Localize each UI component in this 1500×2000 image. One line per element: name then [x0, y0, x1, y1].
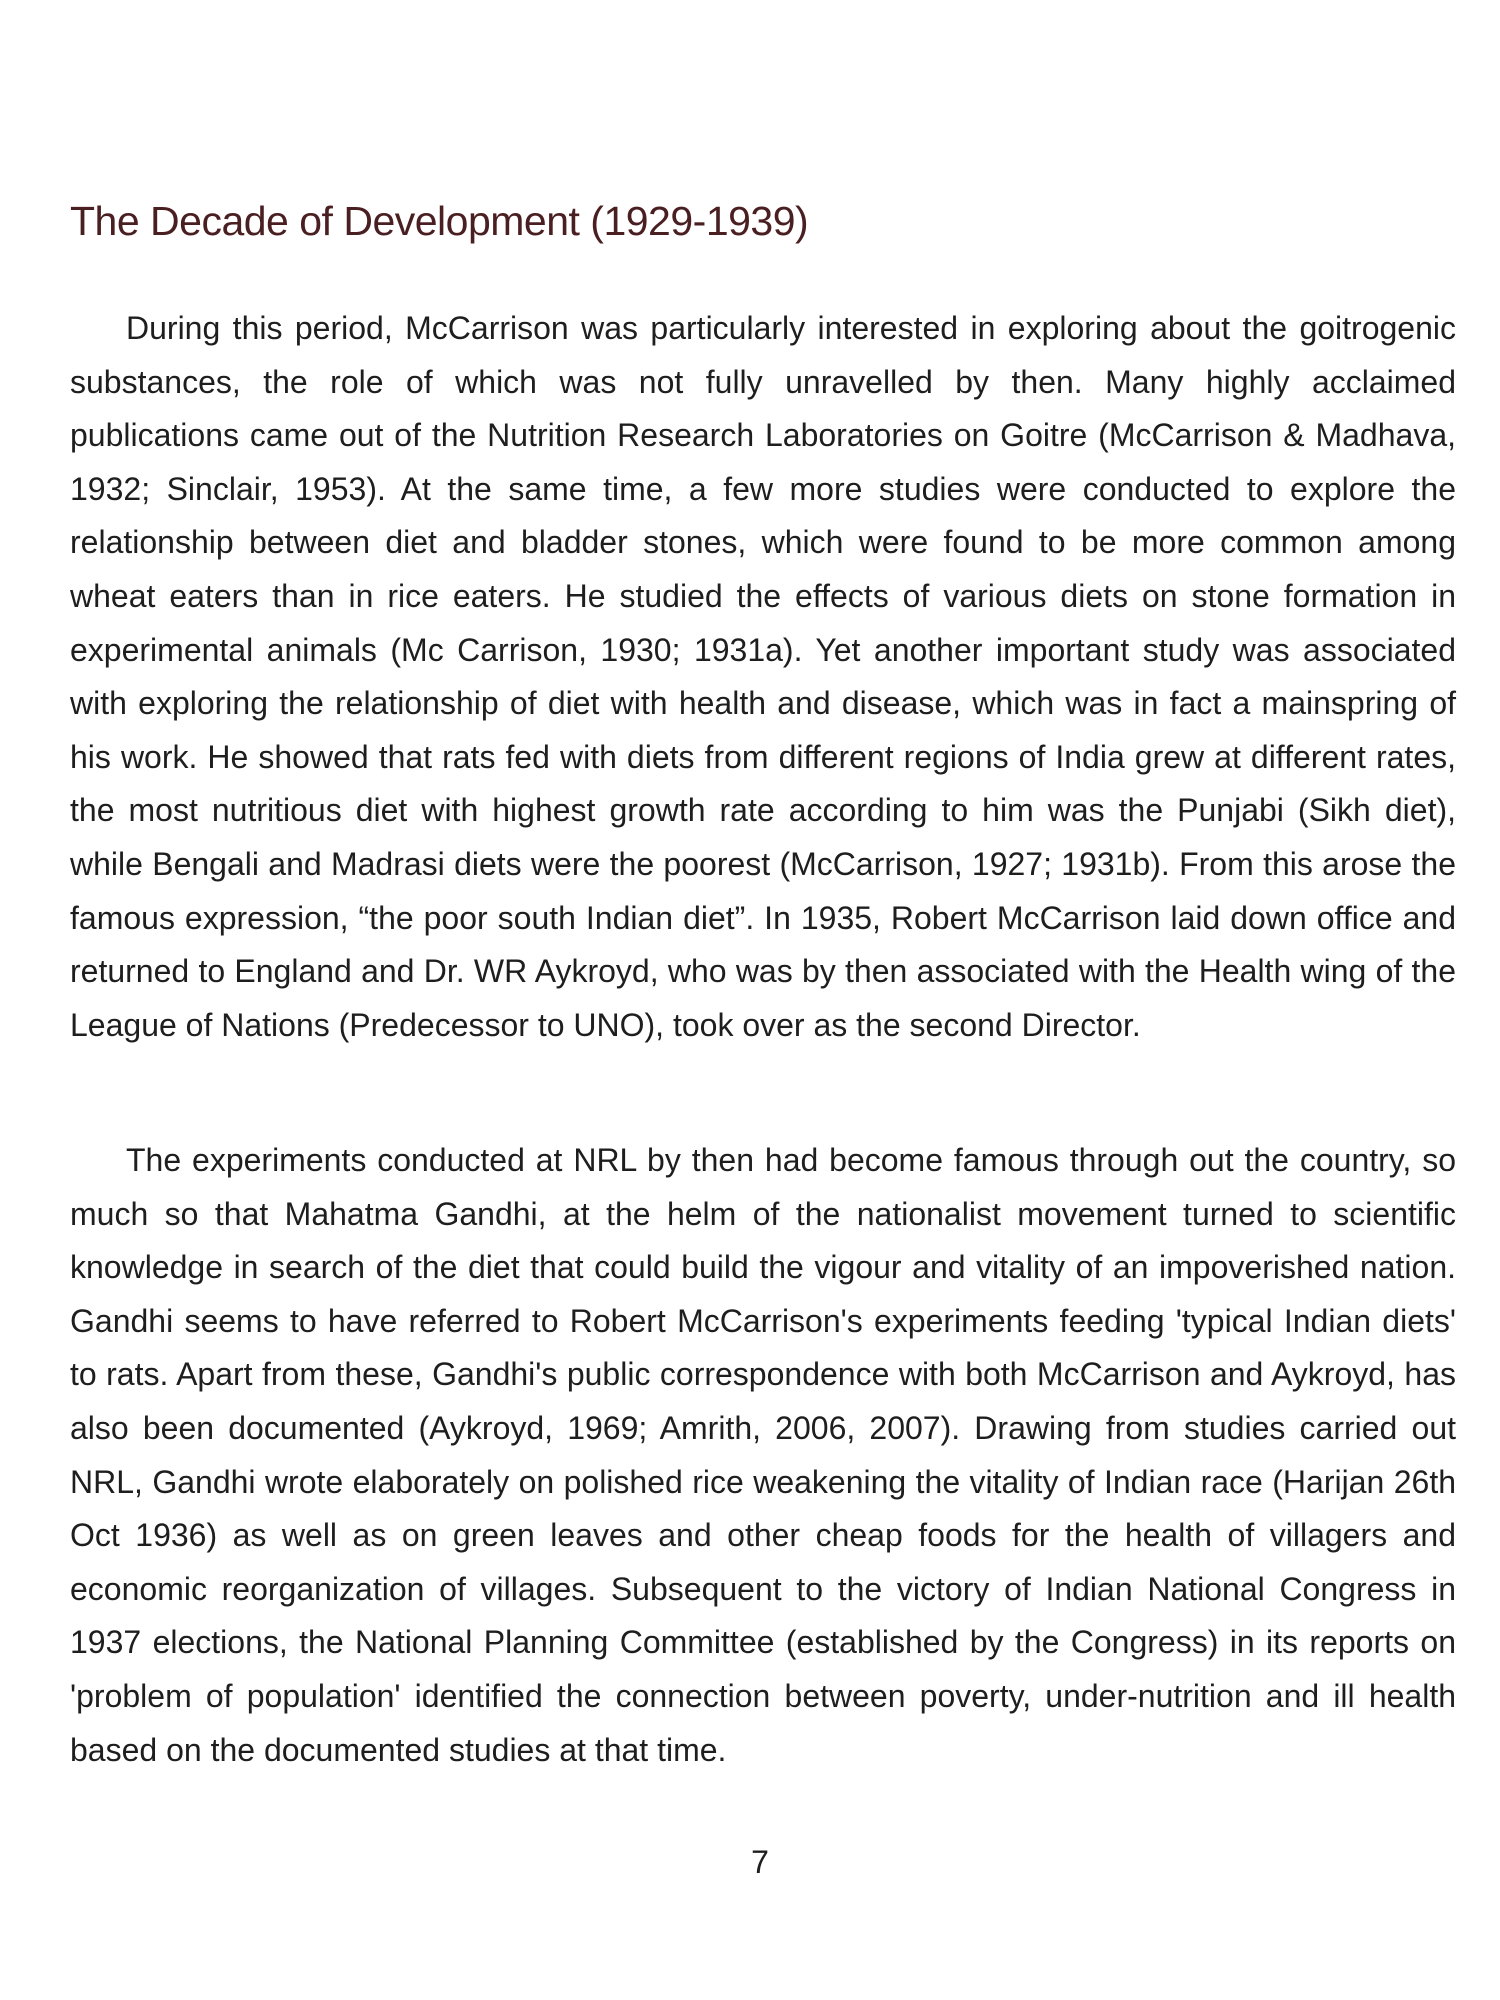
- paragraph-1: During this period, McCarrison was particularly interested in exploring about the goitrogenic substances, the role of which was not fully unravelled by then. Many highly acclaimed publications came out of the Nutrition Research Laboratories on Goitre (McCarrison & Madhava, 1932; Sinclair, 1953). At the same time, a few more studies were conducted to explore the relationship between diet and bladder stones, which were found to be more common among wheat eaters than in rice eaters. He studied the effects of various diets on stone formation in experimental animals (Mc Carrison, 1930; 1931a). Yet another important study was associated with exploring the relationship of diet with health and disease, which was in fact a mainspring of his work. He showed that rats fed with diets from different regions of India grew at different rates, the most nutritious diet with highest growth rate according to him was the Punjabi (Sikh diet), while Bengali and Madrasi diets were the poorest (McCarrison, 1927; 1931b). From this arose the famous expression, “the poor south Indian diet”. In 1935, Robert McCarrison laid down office and returned to England and Dr. WR Aykroyd, who was by then associated with the Health wing of the League of Nations (Predecessor to UNO), took over as the second Director.: [70, 310, 1456, 1043]
- section-heading: The Decade of Development (1929-1939): [70, 198, 809, 244]
- paragraph-2: The experiments conducted at NRL by then had become famous through out the country, so much so that Mahatma Gandhi, at the helm of the nationalist movement turned to scientific knowledge in search of the diet that could build the vigour and vitality of an impoverished nation. Gandhi seems to have referred to Robert McCarrison's experiments feeding 'typical Indian diets' to rats. Apart from these, Gandhi's public correspondence with both McCarrison and Aykroyd, has also been documented (Aykroyd, 1969; Amrith, 2006, 2007). Drawing from studies carried out NRL, Gandhi wrote elaborately on polished rice weakening the vitality of Indian race (Harijan 26th Oct 1936) as well as on green leaves and other cheap foods for the health of villagers and economic reorganization of villages. Subsequent to the victory of Indian National Congress in 1937 elections, the National Planning Committee (established by the Congress) in its reports on 'problem of population' identified the connection between poverty, under-nutrition and ill health based on the documented studies at that time.: [70, 1142, 1456, 1768]
- page-number: 7: [751, 1844, 769, 1880]
